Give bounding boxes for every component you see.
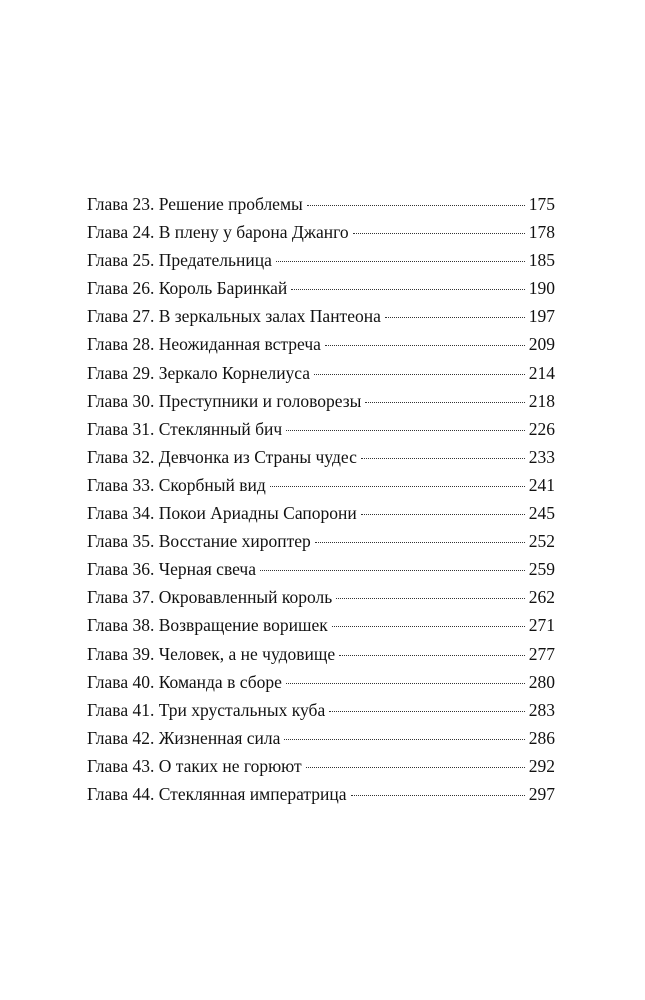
dot-leader [315,542,525,543]
toc-entry [87,218,555,246]
toc-entry-title: Глава 36. Черная свеча [87,559,257,580]
toc-entry [87,330,555,358]
toc-entry [87,443,555,471]
toc-entry [87,246,555,274]
toc-entry-page: 214 [528,362,555,383]
dot-leader [361,458,525,459]
toc-entry-title: Глава 39. Человек, а не чудовище [87,643,336,664]
toc-entry-title: Глава 23. Решение проблемы [87,194,303,214]
toc-entry-page: 280 [528,671,555,692]
dot-leader [286,430,525,431]
toc-entry [87,752,555,780]
toc-entry-page: 245 [528,503,555,524]
dot-leader [260,570,525,571]
toc-entry-page: 209 [528,334,555,355]
toc-entry-page: 286 [528,727,555,748]
dot-leader [325,345,525,346]
toc-entry-title: Глава 27. В зеркальных залах Пантеона [87,306,381,327]
table-of-contents [87,190,555,808]
toc-entry-title: Глава 34. Покои Ариадны Сапорони [87,503,357,524]
dot-leader [284,739,524,740]
dot-leader [286,683,525,684]
toc-entry [87,471,555,499]
toc-entry-page: 175 [528,194,555,214]
toc-entry [87,359,555,387]
toc-entry [87,611,555,639]
dot-leader [365,402,524,403]
toc-entry-title: Глава 32. Девчонка из Страны чудес [87,446,357,467]
dot-leader [329,711,525,712]
toc-entry-title: Глава 28. Неожиданная встреча [87,334,321,355]
toc-entry-title: Глава 37. Окровавленный король [87,587,333,608]
toc-entry-page: 262 [528,587,555,608]
toc-entry [87,668,555,696]
toc-entry-page: 292 [528,755,555,776]
toc-entry-page: 283 [528,699,555,720]
toc-entry-title: Глава 41. Три хрустальных куба [87,699,326,720]
toc-entry-page: 277 [528,643,555,664]
toc-entry [87,190,555,218]
toc-entry-page: 197 [528,306,555,327]
dot-leader [353,233,525,234]
toc-entry [87,499,555,527]
toc-entry [87,387,555,415]
toc-entry [87,780,555,808]
toc-entry-title: Глава 33. Скорбный вид [87,474,266,495]
dot-leader [276,261,525,262]
toc-entry-title: Глава 42. Жизненная сила [87,727,281,748]
dot-leader [351,795,525,796]
toc-entry-page: 178 [528,222,555,243]
toc-entry-title: Глава 25. Предательница [87,250,272,271]
toc-entry-title: Глава 24. В плену у барона Джанго [87,222,349,243]
toc-entry [87,415,555,443]
toc-entry-title: Глава 38. Возвращение воришек [87,615,328,636]
toc-entry-title: Глава 44. Стеклянная императрица [87,783,347,804]
toc-entry [87,555,555,583]
toc-entry-page: 252 [528,531,555,552]
dot-leader [314,374,525,375]
dot-leader [385,317,525,318]
toc-entry-page: 226 [528,418,555,439]
toc-entry-title: Глава 31. Стеклянный бич [87,418,283,439]
dot-leader [291,289,524,290]
toc-entry-page: 241 [528,474,555,495]
toc-entry [87,583,555,611]
toc-entry-page: 185 [528,250,555,271]
toc-entry-page: 233 [528,446,555,467]
toc-entry-page: 271 [528,615,555,636]
toc-entry [87,724,555,752]
toc-entry-title: Глава 29. Зеркало Корнелиуса [87,362,311,383]
dot-leader [339,655,525,656]
toc-entry [87,274,555,302]
toc-entry-title: Глава 40. Команда в сборе [87,671,282,692]
toc-entry [87,302,555,330]
toc-entry-page: 259 [528,559,555,580]
dot-leader [307,205,525,206]
dot-leader [306,767,525,768]
dot-leader [361,514,525,515]
dot-leader [336,598,524,599]
dot-leader [332,626,525,627]
toc-entry-page: 190 [528,278,555,299]
toc-entry-page: 297 [528,783,555,804]
toc-entry [87,696,555,724]
toc-entry [87,640,555,668]
toc-entry-title: Глава 30. Преступники и головорезы [87,390,362,411]
toc-entry [87,527,555,555]
dot-leader [270,486,525,487]
toc-entry-title: Глава 35. Восстание хироптер [87,531,311,552]
toc-entry-page: 218 [528,390,555,411]
toc-entry-title: Глава 43. О таких не горюют [87,755,302,776]
toc-entry-title: Глава 26. Король Баринкай [87,278,288,299]
